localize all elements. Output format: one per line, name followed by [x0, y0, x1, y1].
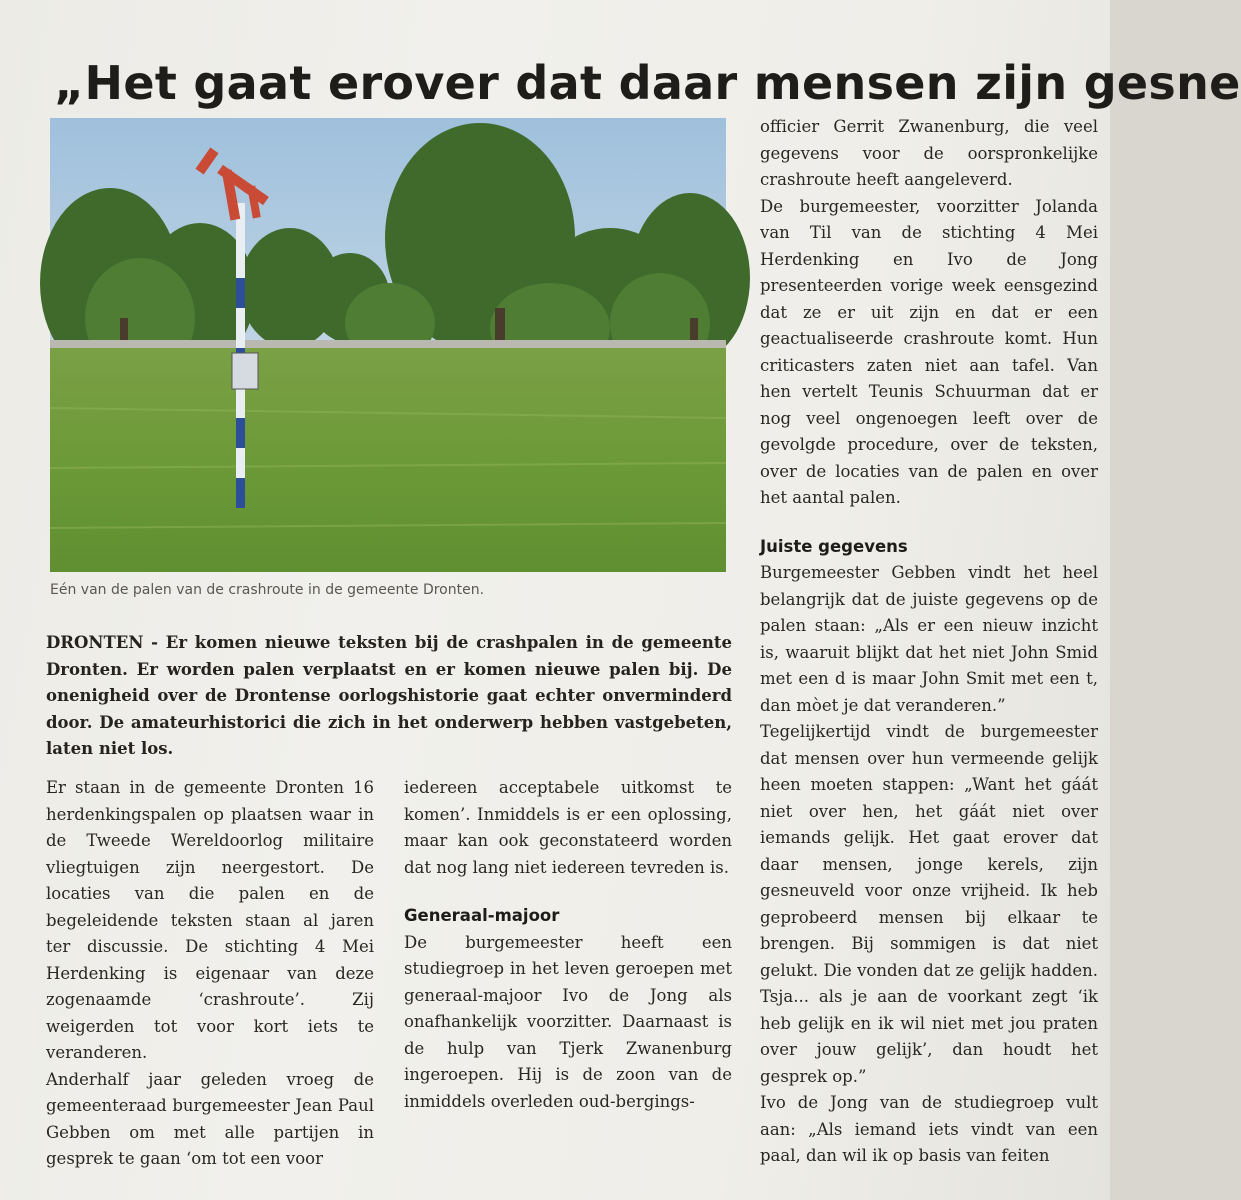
park-scene-image [50, 118, 726, 572]
section-gap [760, 512, 1098, 530]
headline: „Het gaat erover dat daar mensen zijn gesne [54, 56, 1241, 110]
section-gap [404, 881, 732, 899]
body-paragraph: Ivo de Jong van de studiegroep vult aan: „Als iemand iets vindt van een paal, dan wil ik op basis van feiten [760, 1093, 1098, 1165]
article-column-1 [46, 775, 374, 1173]
subheading-juiste-gegevens: Juiste gegevens [760, 536, 908, 556]
body-paragraph: De burgemeester, voorzitter Jolanda van Til van de stichting 4 Mei Herdenking en Ivo de Jong presenteerden vorige week eensgezind dat ze er uit zijn en dat er een geactualiseerde crashroute komt. Hun criticasters zaten niet aan tafel. Van hen vertelt Teunis Schuurman dat er nog veel ongenoegen leeft over de gevolgde procedure, over de teksten, over de locaties van de palen en over het aantal palen. [760, 196, 1098, 507]
article-column-3 [760, 114, 1098, 1170]
body-paragraph: Tegelijkertijd vindt de burgemeester dat mensen over hun vermeende gelijk heen moeten stappen: „Want het gáát niet over hen, het gáát niet over iemands gelijk. Het gaat erover dat daar mensen, jonge kerels, zijn gesneuveld voor onze vrijheid. Ik heb geprobeerd mensen bij elkaar te brengen. Bij sommigen is dat niet gelukt. Die vonden dat ze gelijk hadden. Tsja... als je aan de voorkant zegt ‘ik heb gelijk en ik wil niet met jou praten over jouw gelijk’, dan houdt het gesprek op.” [760, 722, 1098, 1086]
body-paragraph: Er staan in de gemeente Dronten 16 herdenkingspalen op plaatsen waar in de Tweede Wereldoorlog militaire vliegtuigen zijn neergestort. De locaties van die palen en de begeleidende teksten staan al jaren ter discussie. De stichting 4 Mei Herdenking is eigenaar van deze zogenaamde ‘crashroute’. Zij weigerden tot voor kort iets te veranderen. [46, 778, 374, 1062]
body-paragraph: De burgemeester heeft een studiegroep in het leven geroepen met generaal-majoor Ivo de Jong als onafhankelijk voorzitter. Daarnaast is de hulp van Tjerk Zwanenburg ingeroepen. Hij is de zoon van de inmiddels overleden oud-bergings- [404, 932, 732, 1111]
article-column-2 [404, 775, 732, 1115]
subheading-generaal-majoor: Generaal-majoor [404, 906, 560, 925]
lead-paragraph: DRONTEN - Er komen nieuwe teksten bij de crashpalen in de gemeente Dronten. Er worden palen verplaatst en er komen nieuwe palen bij. De onenigheid over de Drontense oorlogshistorie gaat echter onverminderd door. De amateurhistorici die zich in het onderwerp hebben vastgebeten, laten niet los. [46, 633, 732, 758]
body-paragraph: Anderhalf jaar geleden vroeg de gemeenteraad burgemeester Jean Paul Gebben om met alle partijen in gesprek te gaan ‘om tot een voor [46, 1069, 374, 1168]
article-photo [50, 118, 726, 572]
body-paragraph: officier Gerrit Zwanenburg, die veel gegevens voor de oorspronkelijke crashroute heeft aangeleverd. [760, 117, 1098, 189]
body-paragraph: Burgemeester Gebben vindt het heel belangrijk dat de juiste gegevens op de palen staan: „Als er een nieuw inzicht is, waaruit blijkt dat het niet John Smid met een d is maar John Smit met een t, dan mòet je dat veranderen.” [760, 563, 1098, 715]
body-paragraph: iedereen acceptabele uitkomst te komen’. Inmiddels is er een oplossing, maar kan ook geconstateerd worden dat nog lang niet iedereen tevreden is. [404, 778, 732, 877]
photo-caption: Eén van de palen van de crashroute in de gemeente Dronten. [50, 582, 485, 598]
